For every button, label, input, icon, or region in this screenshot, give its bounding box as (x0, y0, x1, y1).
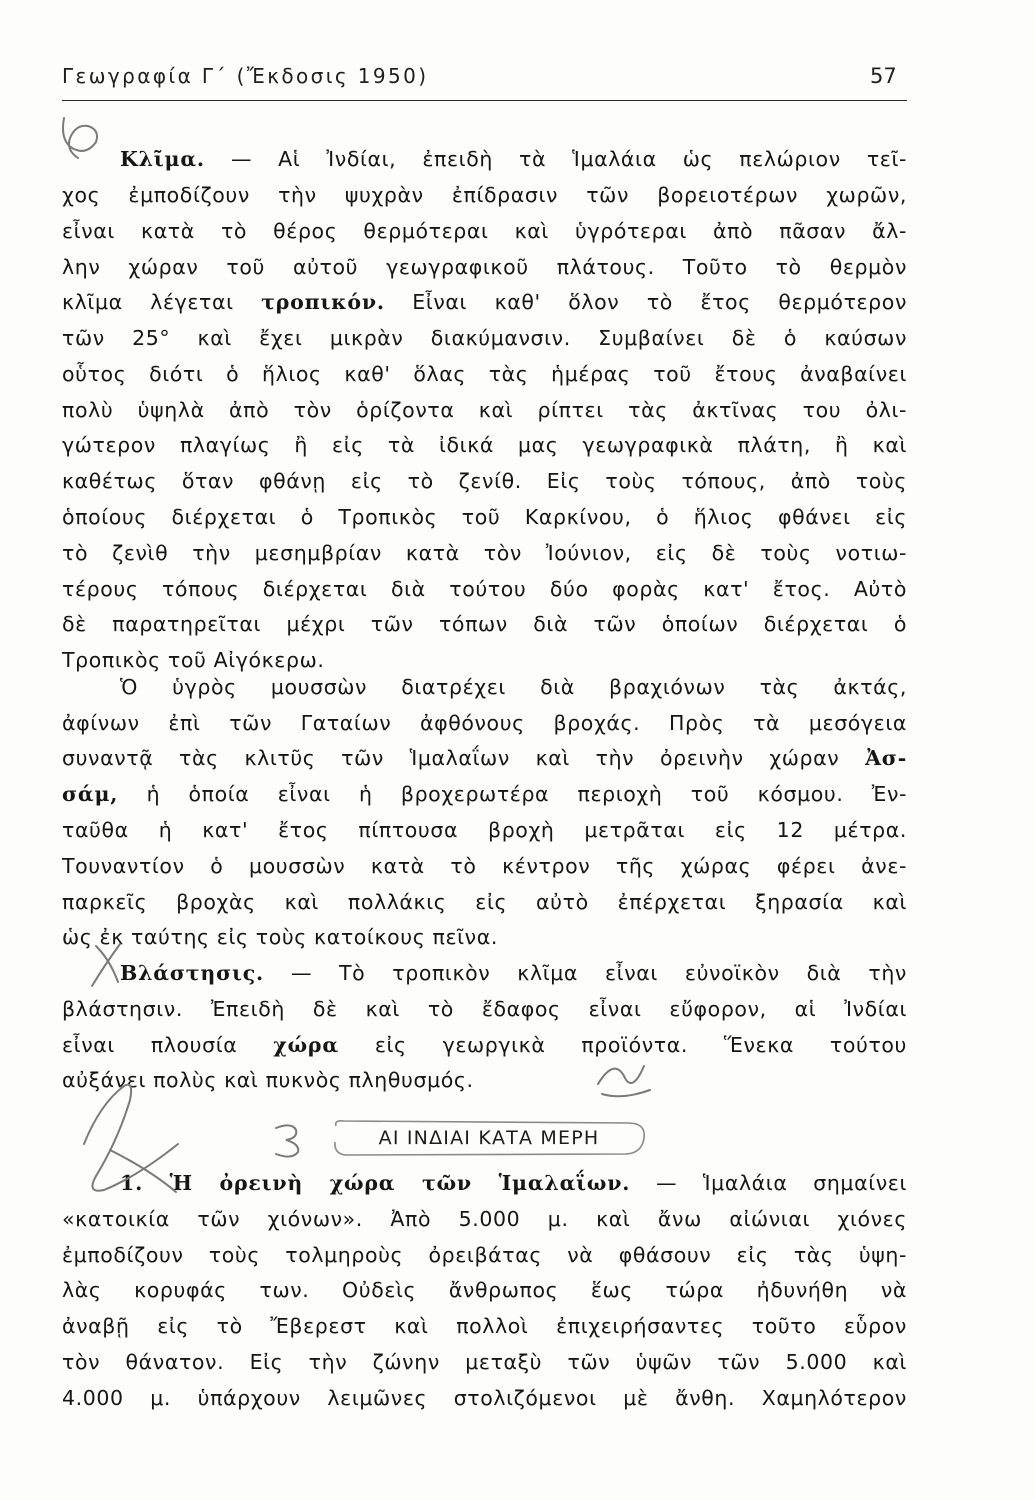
himalaya-line-3: ἐμποδίζουν τοὺς τολμηροὺς ὀρειβάτας νὰ φθάσουν εἰς τὰς ὑψη- (62, 1243, 907, 1267)
climate-line-4: λην χώραν τοῦ αὐτοῦ γεωγραφικοῦ πλάτους. Τοῦτο τὸ θερμὸν (62, 255, 907, 279)
vegetation-lead: Βλάστησις. (120, 961, 264, 985)
header-rule (62, 100, 907, 101)
climate-line-3: εἶναι κατὰ τὸ θέρος θερμότεραι καὶ ὑγρότεραι ἀπὸ πᾶσαν ἄλ- (62, 219, 907, 243)
climate-line-15: Τροπικὸς τοῦ Αἰγόκερω. (62, 648, 325, 672)
climate-line-8: πολὺ ὑψηλὰ ἀπὸ τὸν ὁρίζοντα καὶ ρίπτει τὰς ἀκτῖνας του ὀλι- (62, 398, 907, 422)
page-number: 57 (870, 64, 897, 88)
running-title: Γεωγραφία Γ΄ (Ἔκδοσις 1950) (62, 64, 429, 88)
section-heading-text: ΑΙ ΙΝΔΙΑΙ ΚΑΤΑ ΜΕΡΗ (378, 1127, 600, 1149)
climate-line-2: χος ἐμποδίζουν τὴν ψυχρὰν ἐπίδρασιν τῶν βορειοτέρων χωρῶν, (62, 183, 907, 207)
himalaya-line-1: 1. Ἡ ὀρεινὴ χώρα τῶν Ἱμαλαΐων. — Ἱμαλάια σημαίνει (120, 1171, 907, 1195)
climate-line-14: δὲ παρατηρεῖται μέχρι τῶν τόπων διὰ τῶν ὁποίων διέρχεται ὁ (62, 612, 907, 636)
climate-line-10: καθέτως ὅταν φθάνῃ εἰς τὸ ζενίθ. Εἰς τοὺς τόπους, ἀπὸ τοὺς (62, 469, 907, 493)
vegetation-line-1: Βλάστησις. — Τὸ τροπικὸν κλῖμα εἶναι εὐνοϊκὸν διὰ τὴν (120, 961, 907, 985)
monsoon-line-6: Τουναντίον ὁ μουσσὼν κατὰ τὸ κέντρον τῆς χώρας φέρει ἀνε- (62, 854, 907, 878)
monsoon-line-7: παρκεῖς βροχὰς καὶ πολλάκις εἰς αὐτὸ ἐπέρχεται ξηρασία καὶ (62, 890, 907, 914)
term-land: χώρα (273, 1033, 339, 1057)
climate-line-5: κλῖμα λέγεται τροπικόν. Εἶναι καθ' ὅλον τὸ ἔτος θερμότερον (62, 290, 907, 314)
climate-line-1: Κλῖμα. — Αἱ Ἰνδίαι, ἐπειδὴ τὰ Ἱμαλάια ὡς πελώριον τεῖ- (120, 147, 908, 171)
himalaya-line-6: τὸν θάνατον. Εἰς τὴν ζώνην μεταξὺ τῶν ὑψῶν τῶν 5.000 καὶ (62, 1350, 907, 1374)
monsoon-line-4: σάμ, ἡ ὁποία εἶναι ἡ βροχερωτέρα περιοχὴ τοῦ κόσμου. Ἐν- (62, 782, 907, 806)
monsoon-line-2: ἀφίνων ἐπὶ τῶν Γαταίων ἀφθόνους βροχάς. Πρὸς τὰ μεσόγεια (62, 711, 907, 735)
monsoon-line-5: ταῦθα ἡ κατ' ἔτος πίπτουσα βροχὴ μετρᾶται εἰς 12 μέτρα. (62, 818, 907, 842)
himalaya-line-5: ἀναβῇ εἰς τὸ Ἔβερεστ καὶ πολλοὶ ἐπιχειρήσαντες τοῦτο εὗρον (62, 1314, 907, 1338)
monsoon-line-1: Ὁ ὑγρὸς μουσσὼν διατρέχει διὰ βραχιόνων τὰς ἀκτάς, (120, 675, 907, 699)
himalaya-line-7: 4.000 μ. ὑπάρχουν λειμῶνες στολιζόμενοι μὲ ἄνθη. Χαμηλότερον (62, 1386, 907, 1410)
climate-line-13: τέρους τόπους διέρχεται διὰ τούτου δύο φορὰς κατ' ἔτος. Αὐτὸ (62, 577, 907, 601)
himalaya-lead: 1. Ἡ ὀρεινὴ χώρα τῶν Ἱμαλαΐων. (120, 1171, 631, 1195)
climate-line-7: οὗτος διότι ὁ ἥλιος καθ' ὅλας τὰς ἡμέρας τοῦ ἔτους ἀναβαίνει (62, 362, 907, 386)
vegetation-line-4: αὐξάνει πολὺς καὶ πυκνὸς πληθυσμός. (62, 1068, 474, 1092)
monsoon-line-3: συναντᾷ τὰς κλιτῦς τῶν Ἱμαλαΐων καὶ τὴν ὀρεινὴν χώραν Ἀσ- (62, 746, 908, 770)
vegetation-line-3: εἶναι πλουσία χώρα εἰς γεωργικὰ προϊόντα. Ἕνεκα τούτου (62, 1033, 908, 1057)
monsoon-line-8: ὡς ἐκ ταύτης εἰς τοὺς κατοίκους πεῖνα. (62, 925, 498, 949)
climate-line-12: τὸ ζενὶθ τὴν μεσημβρίαν κατὰ τὸν Ἰούνιον, εἰς δὲ τοὺς νοτιω- (62, 541, 907, 565)
term-tropical: τροπικόν. (261, 290, 385, 314)
term-assam: Ἀσ- (865, 746, 908, 770)
climate-line-9: γώτερον πλαγίως ἢ εἰς τὰ ἰδικά μας γεωγραφικὰ πλάτη, ἢ καὶ (62, 433, 907, 457)
climate-lead: Κλῖμα. (120, 147, 205, 171)
vegetation-line-2: βλάστησιν. Ἐπειδὴ δὲ καὶ τὸ ἔδαφος εἶναι εὔφορον, αἱ Ἰνδίαι (62, 997, 907, 1021)
himalaya-line-4: λὰς κορυφάς των. Οὐδεὶς ἄνθρωπος ἕως τώρα ἠδυνήθη νὰ (62, 1278, 907, 1302)
himalaya-line-2: «κατοικία τῶν χιόνων». Ἀπὸ 5.000 μ. καὶ ἄνω αἰώνιαι χιόνες (62, 1207, 907, 1231)
climate-line-6: τῶν 25° καὶ ἔχει μικρὰν διακύμανσιν. Συμβαίνει δὲ ὁ καύσων (62, 326, 907, 350)
pencil-mark-three (276, 1125, 298, 1156)
pencil-mark-climate (63, 118, 97, 158)
climate-line-11: ὁποίους διέρχεται ὁ Τροπικὸς τοῦ Καρκίνου, ὁ ἥλιος φθάνει εἰς (62, 505, 907, 529)
section-heading (330, 1118, 648, 1158)
